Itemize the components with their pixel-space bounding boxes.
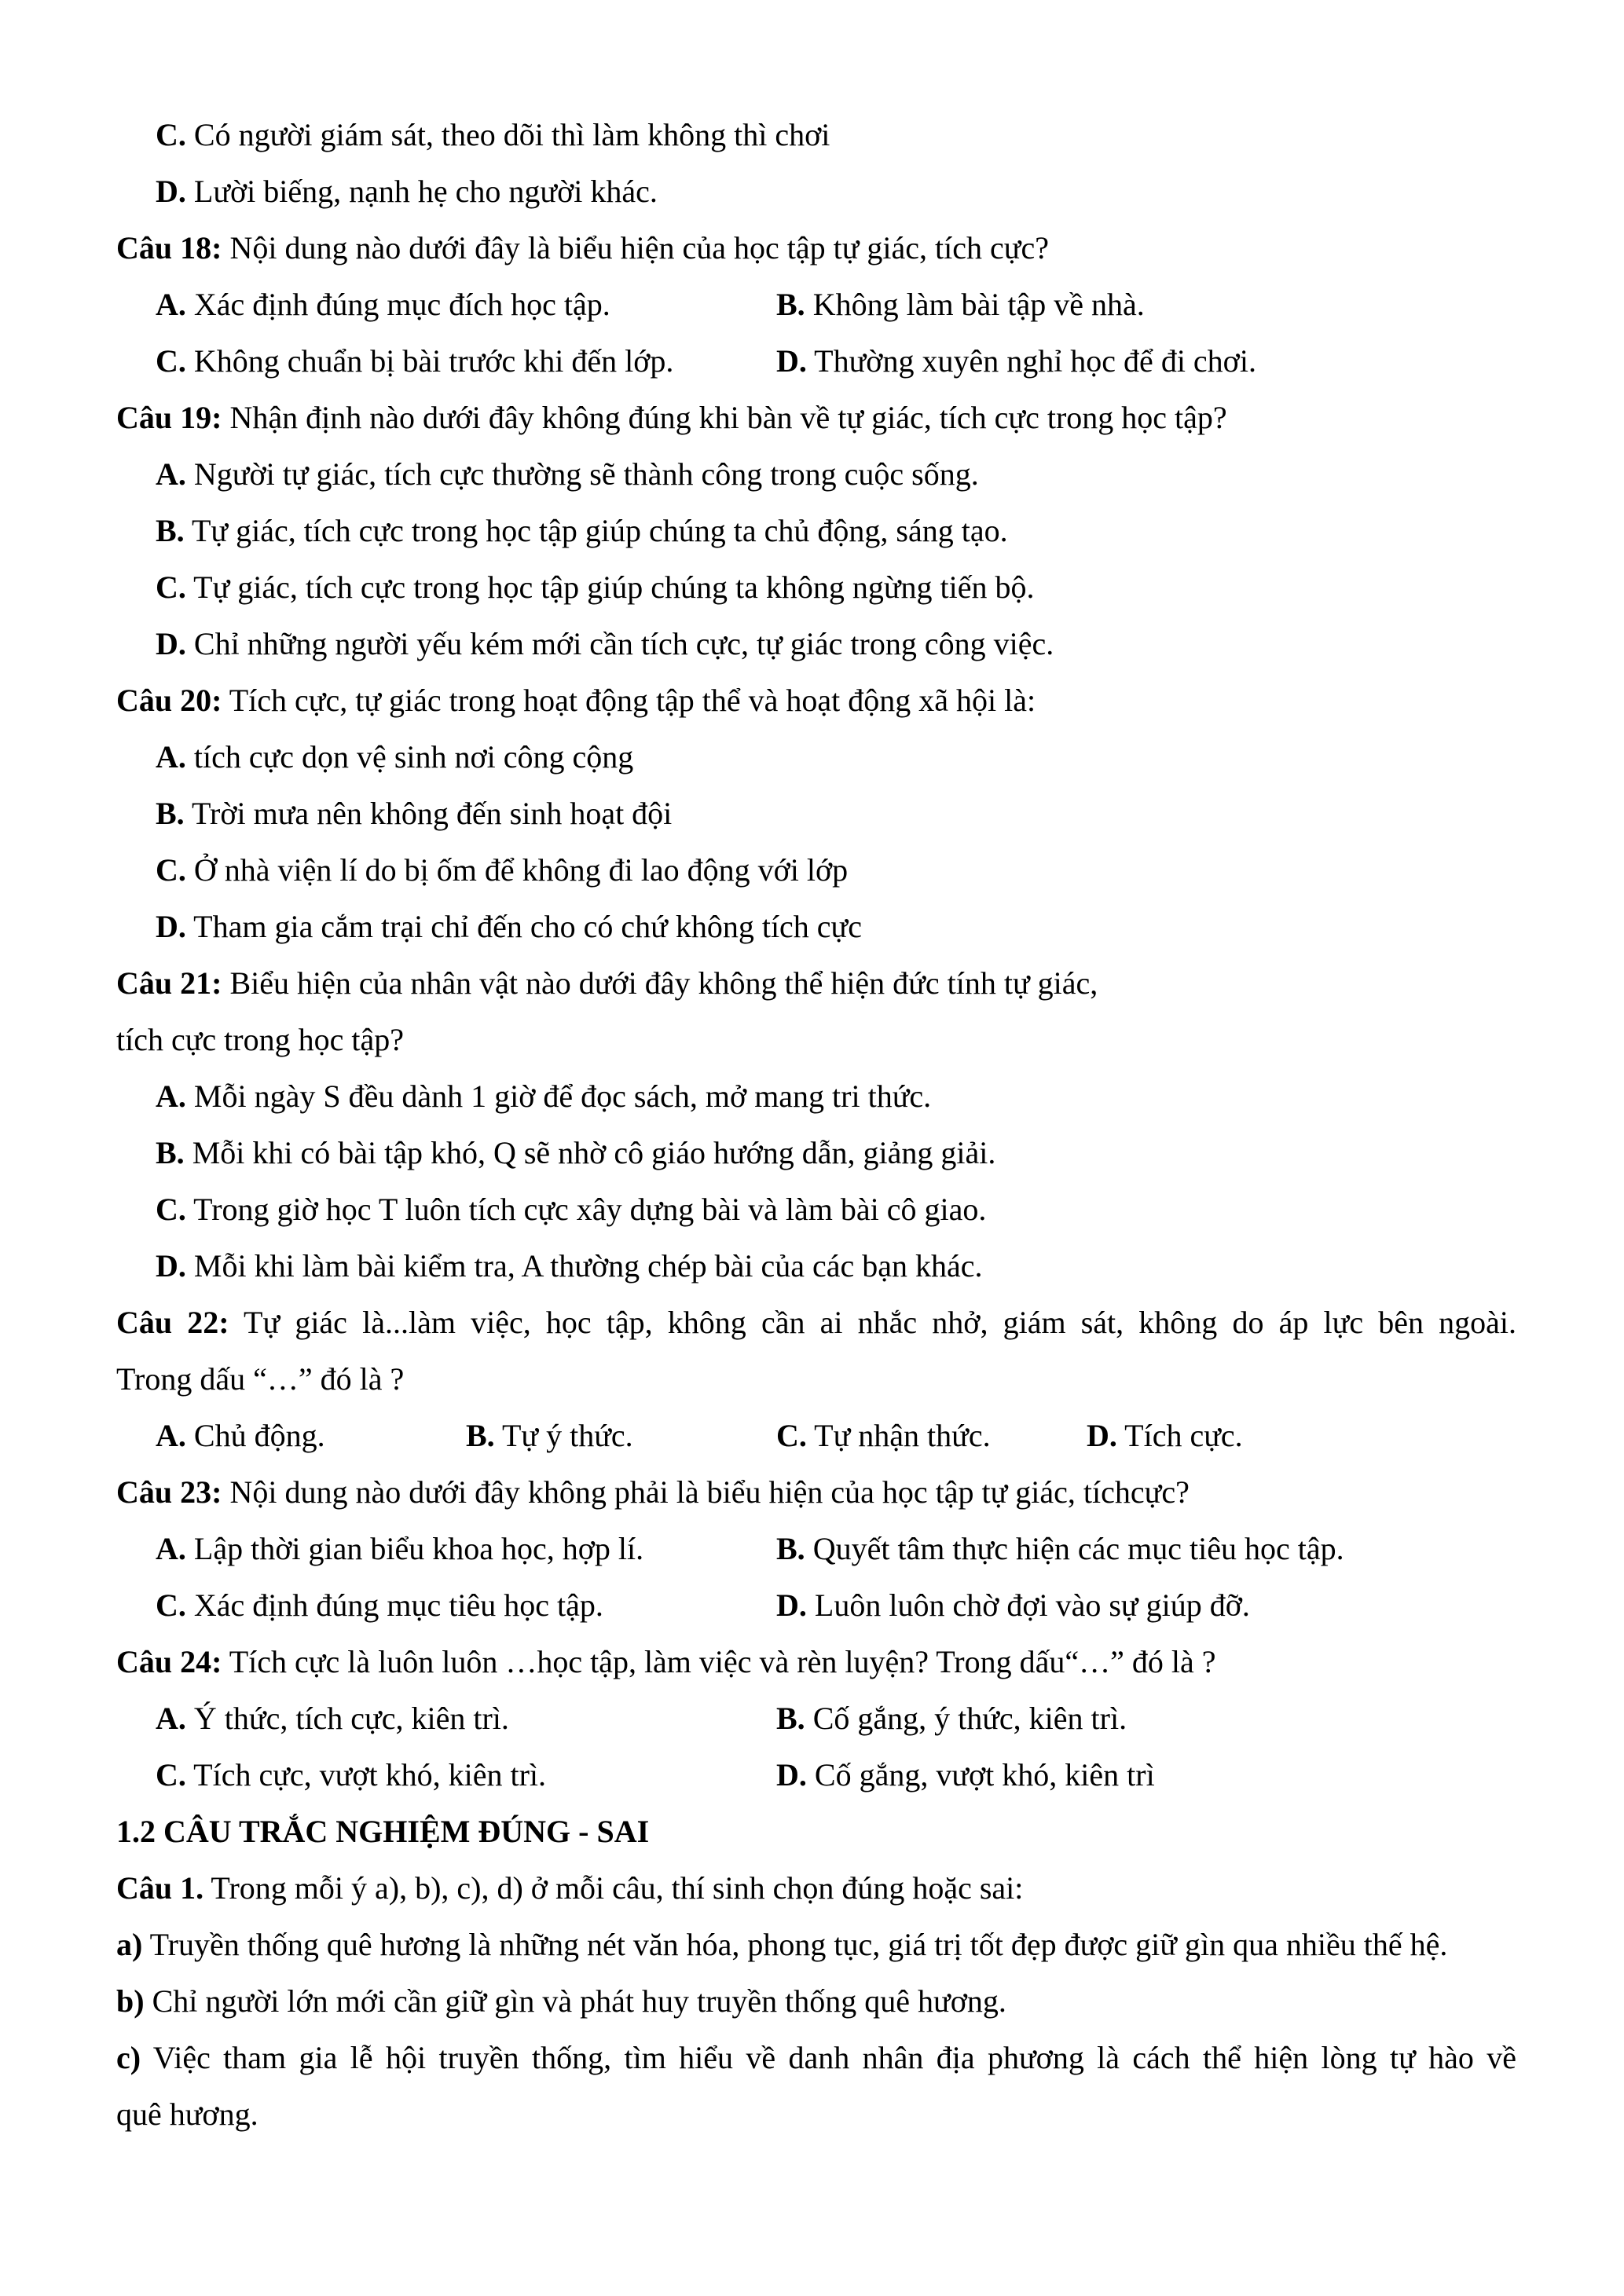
q17-option-d: D. Lười biếng, nạnh hẹ cho người khác. — [156, 174, 658, 209]
q20-stem: Câu 20: Tích cực, tự giác trong hoạt động tập thể và hoạt động xã hội là: — [116, 683, 1036, 718]
q18-option-b: B. Không làm bài tập về nhà. — [776, 287, 1145, 322]
q22-option-b: B. Tự ý thức. — [466, 1418, 633, 1453]
q21-option-b: B. Mỗi khi có bài tập khó, Q sẽ nhờ cô giáo hướng dẫn, giảng giải. — [156, 1135, 996, 1170]
q24-option-b: B. Cố gắng, ý thức, kiên trì. — [776, 1701, 1127, 1736]
q24-option-d: D. Cố gắng, vượt khó, kiên trì — [776, 1757, 1155, 1792]
q22-stem-line-1: Câu 22: Tự giác là...làm việc, học tập, không cần ai nhắc nhở, giám sát, không do áp lực bên ngoài. — [116, 1305, 1516, 1340]
q19-option-d: D. Chỉ những người yếu kém mới cần tích cực, tự giác trong công việc. — [156, 626, 1054, 661]
q22-option-a: A. Chủ động. — [156, 1418, 325, 1453]
q21-option-d: D. Mỗi khi làm bài kiểm tra, A thường chép bài của các bạn khác. — [156, 1248, 983, 1283]
q23-option-a: A. Lập thời gian biểu khoa học, hợp lí. — [156, 1531, 644, 1566]
q22-stem-line-2: Trong dấu “…” đó là ? — [116, 1361, 405, 1397]
q17-option-c: C. Có người giám sát, theo dõi thì làm không thì chơi — [156, 117, 830, 152]
q21-stem-line-2: tích cực trong học tập? — [116, 1022, 404, 1057]
q22-option-c: C. Tự nhận thức. — [776, 1418, 991, 1453]
q18-stem: Câu 18: Nội dung nào dưới đây là biểu hiện của học tập tự giác, tích cực? — [116, 230, 1049, 265]
q18-option-a: A. Xác định đúng mục đích học tập. — [156, 287, 610, 322]
q21-option-a: A. Mỗi ngày S đều dành 1 giờ để đọc sách, mở mang tri thức. — [156, 1078, 932, 1114]
q21-stem-line-1: Câu 21: Biểu hiện của nhân vật nào dưới đây không thể hiện đức tính tự giác, — [116, 965, 1098, 1001]
q23-option-c: C. Xác định đúng mục tiêu học tập. — [156, 1587, 603, 1623]
q21-option-c: C. Trong giờ học T luôn tích cực xây dựng bài và làm bài cô giao. — [156, 1192, 987, 1227]
q22-option-d: D. Tích cực. — [1087, 1418, 1243, 1453]
q23-stem: Câu 23: Nội dung nào dưới đây không phải là biểu hiện của học tập tự giác, tíchcực? — [116, 1474, 1190, 1510]
q19-option-a: A. Người tự giác, tích cực thường sẽ thành công trong cuộc sống. — [156, 456, 979, 492]
tf-q1-stem: Câu 1. Trong mỗi ý a), b), c), d) ở mỗi câu, thí sinh chọn đúng hoặc sai: — [116, 1870, 1024, 1906]
q23-option-b: B. Quyết tâm thực hiện các mục tiêu học tập. — [776, 1531, 1344, 1566]
q18-option-c: C. Không chuẩn bị bài trước khi đến lớp. — [156, 343, 674, 379]
q24-stem: Câu 24: Tích cực là luôn luôn …học tập, làm việc và rèn luyện? Trong dấu“…” đó là ? — [116, 1644, 1216, 1679]
q24-option-a: A. Ý thức, tích cực, kiên trì. — [156, 1701, 509, 1736]
q19-option-b: B. Tự giác, tích cực trong học tập giúp chúng ta chủ động, sáng tạo. — [156, 513, 1008, 548]
q19-option-c: C. Tự giác, tích cực trong học tập giúp chúng ta không ngừng tiến bộ. — [156, 569, 1035, 605]
section-heading: 1.2 CÂU TRẮC NGHIỆM ĐÚNG - SAI — [116, 1814, 650, 1849]
q20-option-c: C. Ở nhà viện lí do bị ốm để không đi lao động với lớp — [156, 852, 849, 888]
q20-option-a: A. tích cực dọn vệ sinh nơi công cộng — [156, 739, 634, 774]
q19-stem: Câu 19: Nhận định nào dưới đây không đúng khi bàn về tự giác, tích cực trong học tập? — [116, 400, 1227, 435]
q20-option-b: B. Trời mưa nên không đến sinh hoạt đội — [156, 796, 673, 831]
tf-q1-item-b: b) Chỉ người lớn mới cần giữ gìn và phát huy truyền thống quê hương. — [116, 1983, 1006, 2019]
q24-option-c: C. Tích cực, vượt khó, kiên trì. — [156, 1757, 547, 1792]
tf-q1-item-a: a) Truyền thống quê hương là những nét văn hóa, phong tục, giá trị tốt đẹp được giữ gìn qua nhiều thế hệ. — [116, 1927, 1448, 1962]
q20-option-d: D. Tham gia cắm trại chỉ đến cho có chứ không tích cực — [156, 909, 862, 944]
tf-q1-item-c-line-1: c) Việc tham gia lễ hội truyền thống, tìm hiểu về danh nhân địa phương là cách thể hiện lòng tự hào về — [116, 2040, 1516, 2075]
q18-option-d: D. Thường xuyên nghỉ học để đi chơi. — [776, 343, 1256, 379]
q23-option-d: D. Luôn luôn chờ đợi vào sự giúp đỡ. — [776, 1587, 1250, 1623]
tf-q1-item-c-line-2: quê hương. — [116, 2096, 258, 2132]
